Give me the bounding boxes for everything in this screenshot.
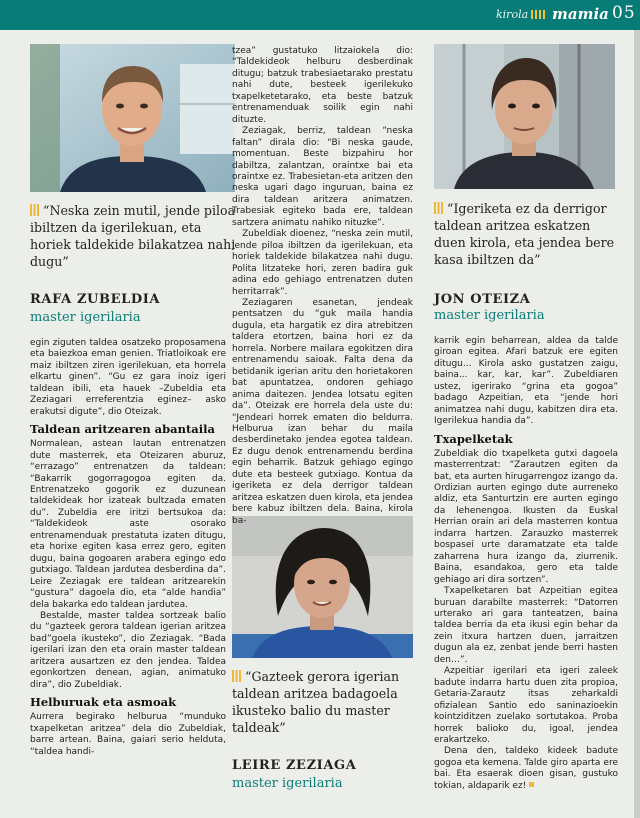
person-role-jon: master igerilaria xyxy=(434,308,545,323)
paragraph: Bestalde, master taldea sortzeak balio du “gazteek gerora taldean igerian aritzea bad”goela ikusteko”, dio Zeziagak. “Bada igerilari izan den eta orain master taldean aritzera ausartzen ez den jendea. Taldea egonkortzen denean, agian, animatuko dira”, dio Zubeldiak. xyxy=(30,610,226,690)
photo-jon-oteiza xyxy=(434,44,615,189)
quote-text: “Gazteek gerora igerian taldean aritzea badagoela ikusteko balio du master taldeak” xyxy=(232,669,400,735)
paragraph xyxy=(434,746,618,792)
photo-rafa-zubeldia xyxy=(30,44,235,192)
photo-leire-zeziaga xyxy=(232,516,413,658)
quote-bars-icon xyxy=(232,670,242,682)
subheading-txapelketak: Txapelketak xyxy=(434,431,513,446)
person-name-jon: JON OTEIZA xyxy=(434,292,531,307)
accent-bars-icon xyxy=(531,10,547,19)
body-column-3 xyxy=(434,336,618,792)
person-name-rafa: RAFA ZUBELDIA xyxy=(30,292,161,307)
paragraph: karrik egin beharrean, aldea da talde giroan egitea. Afari batzuk ere egiten ditugu... Kirola asko gustatzen zaigu, baina... kar, kar, kar”. Zubeldiaren ustez, igerirako “grina eta gogoa” badago Azpeitian, eta “jende hori animatzea nahi dugu, kabitzen dira eta. Igerilekua handia da”. xyxy=(434,336,618,427)
final-paragraph-text: Dena den, taldeko kideek badute gogoa eta kemena. Talde giro aparta ere bai. Eta esaerak dioen gisan, gustuko tokian, aldaparik ez! xyxy=(434,746,618,791)
person-role-leire: master igerilaria xyxy=(232,776,343,791)
person-name-leire: LEIRE ZEZIAGA xyxy=(232,758,357,773)
subheading-helburuak-eta-asmoak: Helburuak eta asmoak xyxy=(30,695,177,710)
paragraph: Txapelketaren bat Azpeitian egitea buruan darabilte masterrek: “Datorren urterako ari gara tanteatzen, baina taldea berria da eta ikusi egin behar da zein itxura hartzen duen, jarraitzen dugun ala ez, zenbat jende berri hasten den…”. xyxy=(434,586,618,665)
quote-text: “Neska zein mutil, jende piloa ibiltzen da igerilekuan, eta horiek taldekide bilakatzea nahi dugu” xyxy=(30,203,236,269)
paragraph: Azpeitiar igerilari eta igeri zaleek badute indarra hartu duen zita propioa, Getaria-Zarautz itsas zeharkaldi ofizialean Santio edo saninazioekin kointziditzen zuelako sortutakoa. Proba horrek balioko du, igoal, jendea erakartzeko. xyxy=(434,666,618,745)
pull-quote-rafa xyxy=(30,202,240,270)
paragraph: Zubeldiak dioenez, “neska zein mutil, jende piloa ibiltzen da igerilekuan, eta horiek taldekide bilakatzea nahi dugu. Polita litzateke hori, zeren badira guk adina edo gehiago entrenatzen duten herritarrak”. xyxy=(232,229,413,297)
paragraph: Zeziagaren esanetan, jendeak pentsatzen du “guk maila handia dugula, eta hargatik ez dira atrebitzen taldera etortzen, baina hori ez da horrela. Norbere mailara egokitzen dira entrenamendu saioak. Falta dena da betidanik igerian aritu den horietakoren bat apuntatzea, ondoren gehiago anima daitezen. Jendea lotsatu egiten da”. Oteizak ere horrela dela uste du: “Jendeari horrek ematen dio beldurra. Helburua izan behar du maila desberdinetako jendea egotea taldean. Ez dugu denok entrenamendu berdina egin beharrik. Batzuk gehiago egingo dute eta besteek gutxiago. Kontua da igeriketa ez dela derrigor taldean aritzea eskatzen duen kirola, eta jendea bere kabuz ibiltzen dela. Baina, kirola ba- xyxy=(232,297,413,526)
paragraph: egin ziguten taldea osatzeko proposamena eta baiezkoa eman genien. Triatloikoak ere maiz ibiltzen ziren igerilekuan, eta horrela elkartu ginen”. “Gu ez gara inoiz igeri taldean ibili, eta hauek –Zubeldia eta Zeziagari erreferentzia eginez– asko erakutsi digute”, dio Oteizak. xyxy=(30,338,226,417)
paragraph: Zubeldiak dio txapelketa gutxi dagoela masterrentzat: “Zarautzen egiten da bat, eta aurten hirugarrengoz izango da. Ordizian aurten egingo dute aurreneko aldiz, eta Santurtzin ere aurten egingo da lehenengoa. Ikusten da Euskal Herrian orain ari dela masterren kontua indarra hartzen. Zarauzko masterrek bospasei urte daramatzate eta talde zaharrena hura izango da, ziurrenik. Baina, esandakoa, gero eta talde gehiago ari dira sortzen”. xyxy=(434,448,618,585)
quote-text: “Igeriketa ez da derrigor taldean aritzea eskatzen duen kirola, eta jendea bere kasa ibiltzen da” xyxy=(434,201,615,267)
pull-quote-jon xyxy=(434,200,618,268)
page-number: 05 xyxy=(612,3,636,23)
body-column-1 xyxy=(30,338,226,758)
page-edge xyxy=(634,30,640,818)
person-role-rafa: master igerilaria xyxy=(30,310,141,325)
quote-bars-icon xyxy=(30,204,40,216)
section-label: kirola xyxy=(496,8,529,21)
paragraph: Zeziagak, berriz, taldean “neska faltan” dirala dio: “Bi neska gaude, momentuan. Beste bizpahiru hor dabiltza, zalantzan, oraintxe bai eta oraintxe ez. Trabesietan-eta aritzen den neska ugari dago inguruan, baina ez dira taldean aritzera animatzen. Trabesiak egiteko bada ere, taldean sartzera animatu nahiko nituzke”. xyxy=(232,126,413,228)
paragraph: Normalean, astean lautan entrenatzen dute masterrek, eta Oteizaren aburuz, “errazago” entrenatzen da taldean: “Bakarrik gogorragogoa egiten da. Entrenatzeko gogorik ez duzunean taldekideak hor izateak bultzada ematen du”. Zubeldia ere iritzi bertsukoa da: “Taldekideok aste osorako entrenamenduak prestatuta izaten ditugu, eta horixe egiten kasa errez gero, egiten dugu, baina gogoaren arabera egingo edo gutxiago. Taldean jardutea desberdina da”. Leire Zeziagak ere taldean aritzearekin “gustura” dagoela dio, eta “alde handia” dela bakarka edo taldean jardutea. xyxy=(30,439,226,610)
subheading-taldean-aritzearen-abantaila: Taldean aritzearen abantaila xyxy=(30,422,215,437)
header-bar xyxy=(0,0,640,30)
quote-bars-icon xyxy=(434,202,444,214)
paragraph: tzea” gustatuko litzaiokela dio: “Taldekideok helburu desberdinak ditugu; batzuk trabesiaetarako prestatu nahi dute, besteek igerilekuko txapelketetarako, eta beste batzuk entrenamenduak soilik egin nahi dituzte. xyxy=(232,46,413,125)
end-mark-icon xyxy=(529,782,534,787)
pull-quote-leire xyxy=(232,668,416,736)
magazine-title: mamia xyxy=(552,5,609,23)
paragraph: Aurrera begirako helburua “munduko txapelketan aritzea” dela dio Zubeldiak, barre artean. Baina, gaiari serio helduta, “taldea handi- xyxy=(30,712,226,757)
body-column-2 xyxy=(232,46,413,527)
